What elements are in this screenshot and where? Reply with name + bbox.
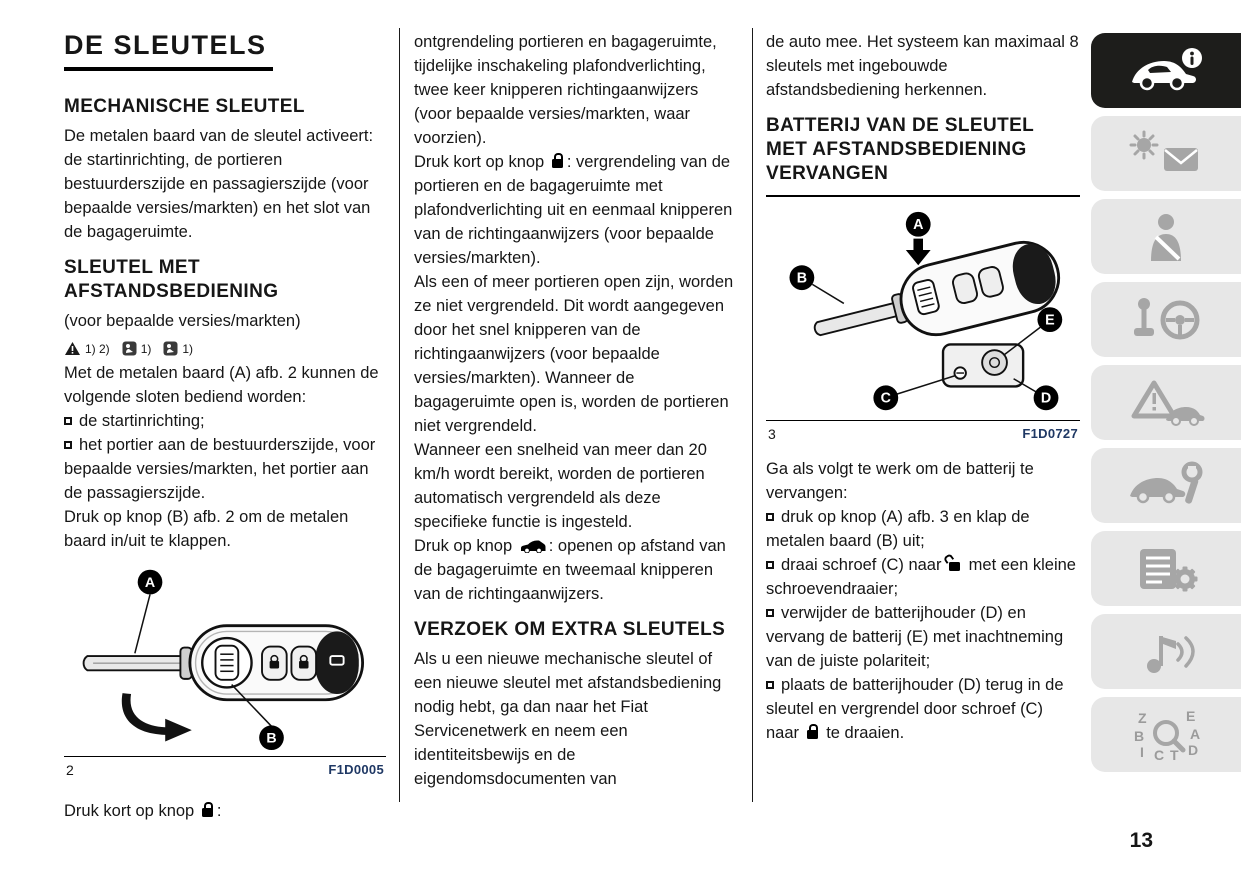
key-remote-illustration: [64, 565, 386, 751]
figure-label-b: B: [796, 270, 808, 287]
column-divider-1: [399, 28, 400, 802]
column-left: [64, 30, 386, 823]
square-bullet: [766, 681, 774, 689]
text-run: Druk kort op knop: [64, 802, 199, 820]
lock-closed-icon: [202, 808, 213, 817]
figure-2-key-remote: [64, 565, 386, 779]
paragraph: [414, 150, 736, 270]
square-bullet: [766, 609, 774, 617]
square-bullet: [766, 513, 774, 521]
index-letter: I: [1140, 743, 1144, 760]
chapter-tab-bar: [1091, 33, 1241, 772]
index-letter: D: [1188, 741, 1199, 758]
index-letter: T: [1170, 746, 1179, 763]
index-letter: B: [1134, 727, 1145, 744]
square-bullet: [64, 441, 72, 449]
paragraph: Ga als volgt te werk om de batterij te vervangen:: [766, 460, 1034, 502]
column-middle: [414, 30, 736, 791]
multimedia-icon: [1128, 626, 1204, 678]
section-title-sleutel-afstandsbediening: SLEUTEL MET AFSTANDSBEDIENING: [64, 257, 279, 302]
chapter-tab-warning-lights[interactable]: [1091, 116, 1241, 191]
text-run: Druk op knop: [414, 537, 517, 555]
text-run: de startinrichting;: [79, 412, 205, 430]
lock-open-icon: [949, 562, 960, 571]
section-title-verzoek-extra-sleutels: VERZOEK OM EXTRA SLEUTELS: [414, 619, 726, 640]
footnote-ref-text: 1): [182, 342, 194, 356]
figure-number: 3: [768, 426, 776, 442]
figure-label-d: D: [1040, 390, 1052, 407]
chapter-tab-servicing[interactable]: [1091, 448, 1241, 523]
bullet-item: [766, 553, 1080, 601]
key-battery-illustration: [766, 209, 1080, 415]
footnote-ref-text: 1) 2): [85, 342, 110, 356]
paragraph: Druk op knop (B) afb. 2 om de metalen baard in/uit te klappen.: [64, 508, 349, 550]
text-run: Druk kort op knop: [414, 153, 549, 171]
column-right: [766, 30, 1080, 745]
figure-label-c: C: [880, 390, 891, 407]
index-letter: Z: [1138, 709, 1147, 726]
paragraph: Als u een nieuwe mechanische sleutel of een nieuwe sleutel met afstandsbediening nodig hebt, ga dan naar het Fiat Servicenetwerk en neem een identiteitsbewijs en de eigendomsdocumenten van: [414, 650, 722, 788]
paragraph: De metalen baard van de sleutel activeert: de startinrichting, de portieren bestuurderszijde en passagierszijde (voor bepaalde versies/markten) en het slot van de bagageruimte.: [64, 127, 374, 241]
chapter-tab-safety[interactable]: [1091, 199, 1241, 274]
bullet-item: [766, 505, 1080, 553]
paragraph: Met de metalen baard (A) afb. 2 kunnen de volgende sloten bediend worden:: [64, 364, 379, 406]
text-run: draai schroef (C) naar: [781, 556, 947, 574]
figure-label-a: A: [913, 217, 924, 234]
text-run: : openen op afstand van de bagageruimte en tweemaal knipperen van de richtingaanwijzers.: [414, 537, 726, 603]
index-letter: C: [1154, 746, 1165, 763]
figure-caption: [766, 420, 1080, 443]
paragraph: de auto mee. Het systeem kan maximaal 8 sleutels met ingebouwde afstandsbediening herkennen.: [766, 33, 1079, 99]
bullet-item: [766, 673, 1080, 745]
chapter-tab-index[interactable]: [1091, 697, 1241, 772]
index-letter: E: [1186, 707, 1196, 724]
figure-code: F1D0727: [1022, 426, 1078, 441]
chapter-tab-vehicle-info[interactable]: [1091, 33, 1241, 108]
text-run: het portier aan de bestuurderszijde, voor bepaalde versies/markten, het portier aan de passagierszijde.: [64, 436, 376, 502]
paragraph: Wanneer een snelheid van meer dan 20 km/h wordt bereikt, worden de portieren automatisch vergrendeld als deze specifieke functie is ingesteld.: [414, 441, 707, 531]
figure-label-e: E: [1045, 312, 1055, 329]
safety-icon: [1131, 211, 1201, 263]
section-title-mechanische-sleutel: MECHANISCHE SLEUTEL: [64, 96, 305, 117]
paragraph: Als een of meer portieren open zijn, worden ze niet vergrendeld. Dit wordt aangegeven door het snel knipperen van de richtingaanwijzers (voor bepaalde versies/markten). Wanneer de bagageruimte open is, worden de portieren niet vergrendeld.: [414, 273, 734, 435]
figure-label-b: B: [266, 730, 277, 747]
airbag-warning-icon: [163, 341, 178, 356]
warning-lights-messages-icon: [1126, 130, 1206, 178]
index-letter: A: [1190, 725, 1201, 742]
chapter-title: DE SLEUTELS: [64, 30, 273, 71]
chapter-tab-emergency[interactable]: [1091, 365, 1241, 440]
bullet-item: [64, 433, 386, 505]
square-bullet: [64, 417, 72, 425]
page-number: 13: [1129, 829, 1153, 852]
text-run: met een kleine schroevendraaier;: [766, 556, 1076, 598]
figure-code: F1D0005: [328, 762, 384, 777]
text-run: :: [216, 802, 222, 820]
section-title-batterij-vervangen: BATTERIJ VAN DE SLEUTEL MET AFSTANDSBEDIENING VERVANGEN: [766, 114, 1080, 197]
footnote-references: [64, 336, 386, 356]
chapter-tab-multimedia[interactable]: [1091, 614, 1241, 689]
square-bullet: [766, 561, 774, 569]
emergency-icon: [1126, 378, 1206, 428]
servicing-maintenance-icon: [1126, 460, 1206, 512]
section-note: (voor bepaalde versies/markten): [64, 312, 301, 330]
trunk-release-icon: [520, 539, 546, 553]
figure-caption: [64, 756, 386, 779]
text-run: druk op knop (A) afb. 3 en klap de metalen baard (B) uit;: [766, 508, 1030, 550]
airbag-warning-icon: [122, 341, 137, 356]
figure-label-a: A: [144, 574, 156, 591]
figure-number: 2: [66, 762, 74, 778]
car-info-icon: [1126, 45, 1206, 97]
paragraph: ontgrendeling portieren en bagageruimte, tijdelijke inschakeling plafondverlichting, twee keer knipperen richtingaanwijzers (voor bepaalde versies/markten, waar voorzien).: [414, 33, 717, 147]
column-divider-2: [752, 28, 753, 802]
paragraph: [414, 534, 736, 606]
lock-closed-icon: [552, 159, 563, 168]
footnote-ref-text: 1): [140, 342, 152, 356]
text-run: verwijder de batterijhouder (D) en vervang de batterij (E) met inachtneming van de juiste polariteit;: [766, 604, 1064, 670]
text-run: : vergrendeling van de portieren en de bagageruimte met plafondverlichting uit en eenmaal knipperen van de richtingaanwijzers (voor bepaalde versies/markten).: [414, 153, 733, 267]
alphabetical-index-icon: [1126, 707, 1206, 763]
bullet-item: [64, 409, 386, 433]
starting-driving-icon: [1126, 294, 1206, 346]
chapter-tab-starting-driving[interactable]: [1091, 282, 1241, 357]
warning-triangle-icon: [64, 341, 81, 356]
figure-3-battery-replacement: [766, 209, 1080, 443]
bullet-item: [766, 601, 1080, 673]
chapter-tab-technical-data[interactable]: [1091, 531, 1241, 606]
text-run: te draaien.: [821, 724, 905, 742]
paragraph: [64, 799, 386, 823]
technical-data-icon: [1128, 543, 1204, 595]
text-run: plaats de batterijhouder (D) terug in de sleutel en vergrendel door schroef (C) naar: [766, 676, 1064, 742]
lock-closed-icon: [807, 730, 818, 739]
